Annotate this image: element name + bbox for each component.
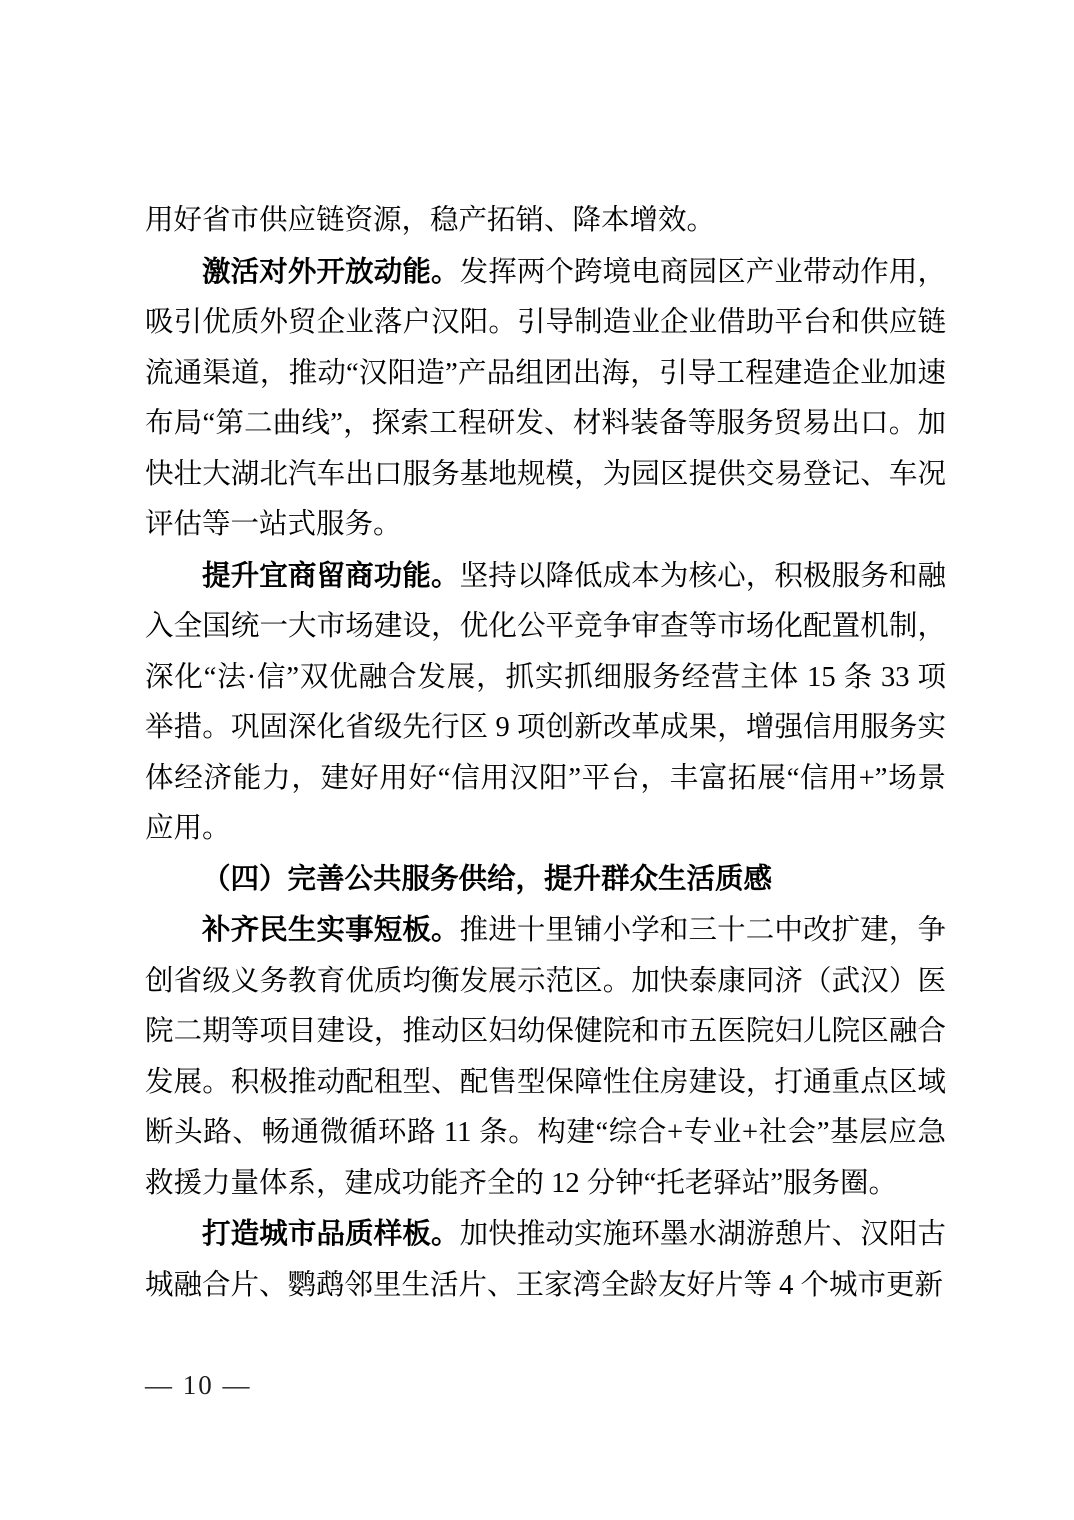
paragraph-lead-emphasis: 激活对外开放动能。 (202, 255, 460, 288)
page-footer (145, 1363, 252, 1407)
paragraph (145, 247, 946, 551)
paragraph-lead-emphasis: 补齐民生实事短板。 (202, 914, 460, 946)
paragraph-text: 发挥两个跨境电商园区产业带动作用，吸引优质外贸企业落户汉阳。引导制造业企业借助平台和供应链流通渠道，推动“汉阳造”产品组团出海，引导工程建造企业加速布局“第二曲线”，探索工程研发、材料装备等服务贸易出口。加快壮大湖北汽车出口服务基地规模，为园区提供交易登记、车况评估等一站式服务。 (145, 256, 946, 540)
section-heading (145, 855, 946, 906)
paragraph (145, 905, 946, 1209)
paragraph-text: 坚持以降低成本为核心，积极服务和融入全国统一大市场建设，优化公平竞争审查等市场化配置机制，深化“法·信”双优融合发展，抓实抓细服务经营主体 15 条 33 项举措。巩固深化省级先行区 9 项创新改革成果，增强信用服务实体经济能力，建好用好“信用汉阳”平台，丰富拓展“信用+”场景应用。 (145, 560, 946, 844)
document-body (145, 196, 946, 1311)
paragraph-text: 用好省市供应链资源，稳产拓销、降本增效。 (145, 205, 716, 236)
page-number: — 10 — (145, 1370, 252, 1400)
paragraph (145, 551, 946, 855)
paragraph (145, 196, 946, 247)
paragraph-text: 推进十里铺小学和三十二中改扩建，争创省级义务教育优质均衡发展示范区。加快泰康同济（武汉）医院二期等项目建设，推动区妇幼保健院和市五医院妇儿院区融合发展。积极推动配租型、配售型保障性住房建设，打通重点区域断头路、畅通微循环路 11 条。构建“综合+专业+社会”基层应急救援力量体系，建成功能齐全的 12 分钟“托老驿站”服务圈。 (145, 915, 946, 1199)
paragraph-text: 加快推动实施环墨水湖游憩片、汉阳古城融合片、鹦鹉邻里生活片、王家湾全龄友好片等 4 个城市更新 (145, 1219, 946, 1301)
paragraph-lead-emphasis: （四）完善公共服务供给，提升群众生活质感 (202, 863, 773, 895)
paragraph-lead-emphasis: 打造城市品质样板。 (202, 1218, 460, 1250)
paragraph (145, 1209, 946, 1311)
paragraph-lead-emphasis: 提升宜商留商功能。 (202, 559, 460, 592)
